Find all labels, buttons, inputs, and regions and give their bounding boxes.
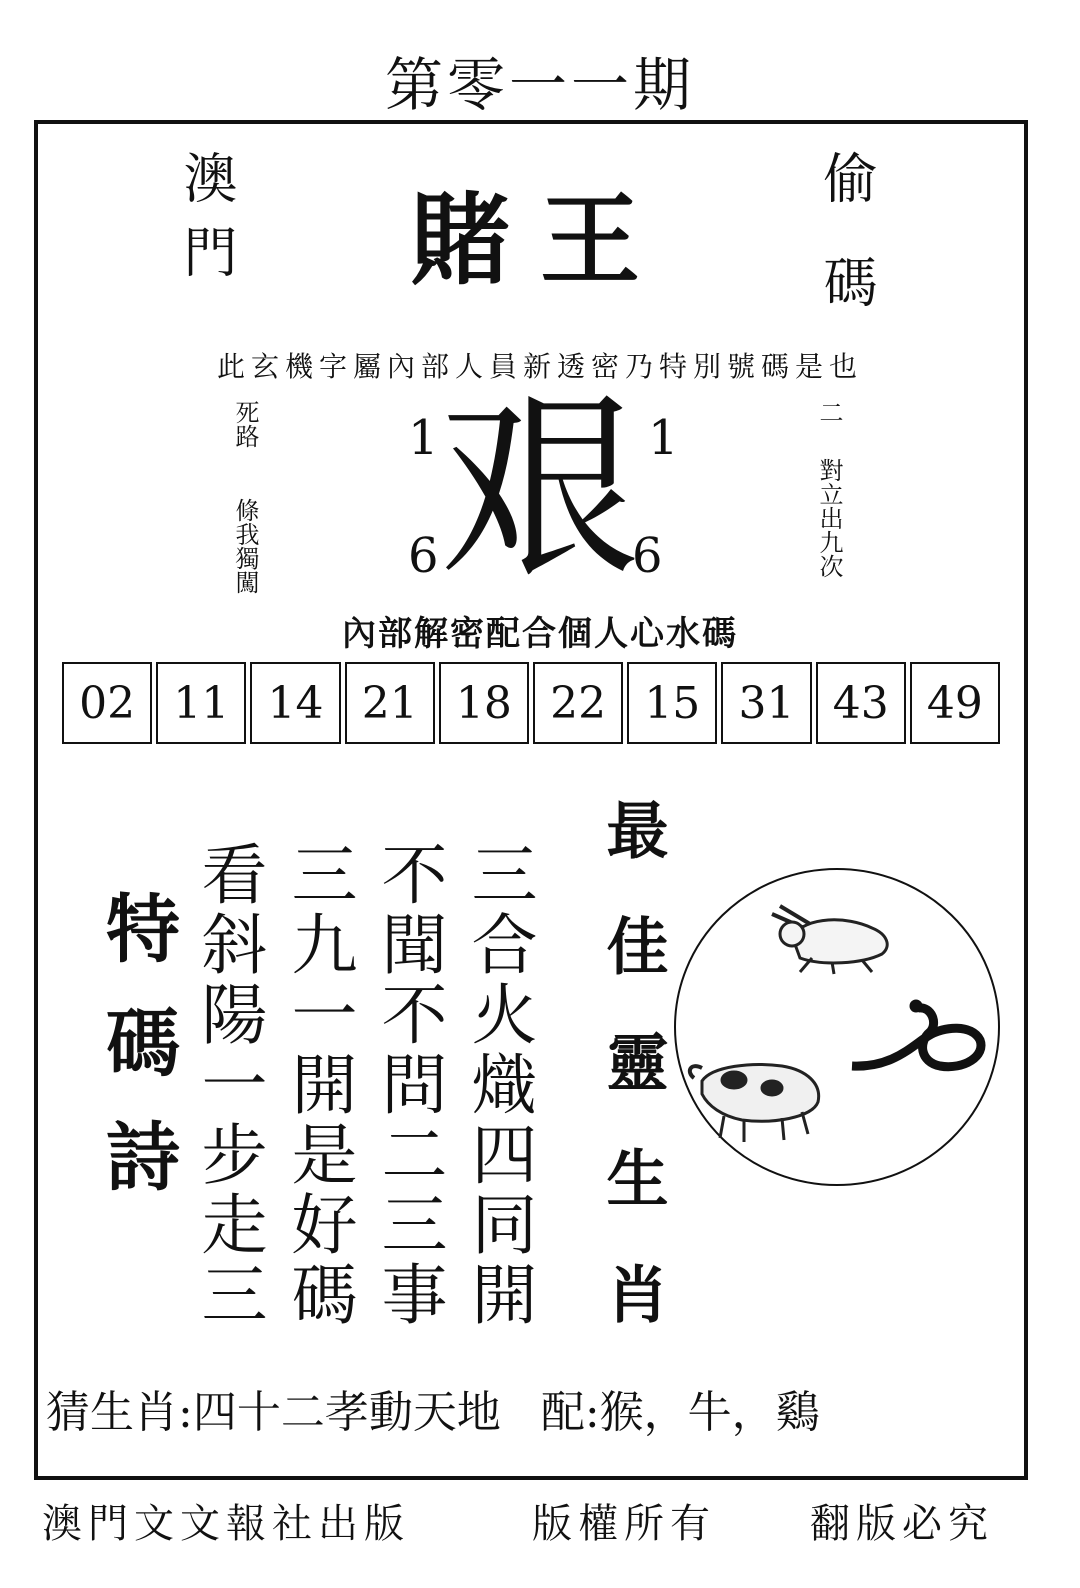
code-box: 31 — [721, 662, 811, 744]
poem-line: 三合火熾四同開 — [460, 840, 537, 1330]
corner-number-top-left: 1 — [408, 410, 439, 466]
hint-character: 艰 — [440, 373, 641, 606]
note-left-top: 死路 — [231, 400, 259, 448]
poem-title: 特碼詩 — [94, 890, 180, 1232]
poem-line: 不聞不問二三事 — [370, 840, 447, 1330]
footer-warning: 翻版必究 — [810, 1501, 994, 1547]
brand-title: 賭王 — [410, 182, 670, 299]
corner-number-bottom-left: 6 — [408, 528, 439, 584]
note-left-bottom: 條我獨闖 — [231, 498, 259, 594]
issue-title: 第零一一期 — [384, 51, 695, 119]
footer-rights: 版權所有 — [532, 1501, 716, 1547]
side-label-right: 偷碼 — [815, 150, 878, 358]
snake-icon — [852, 1000, 981, 1067]
corner-number-top-right: 1 — [648, 410, 679, 466]
corner-number-bottom-right: 6 — [632, 528, 663, 584]
code-box: 14 — [250, 662, 340, 744]
code-box: 43 — [816, 662, 906, 744]
footer — [0, 1492, 1080, 1552]
code-box: 49 — [910, 662, 1000, 744]
guess-label: 猜生肖: — [46, 1387, 193, 1438]
code-row — [62, 662, 1000, 744]
note-right-top: 二 — [815, 400, 843, 424]
footer-publisher: 澳門文文報社出版 — [42, 1501, 410, 1547]
code-box: 15 — [627, 662, 717, 744]
guess-line — [46, 1376, 1006, 1440]
code-box: 18 — [439, 662, 529, 744]
poem-line: 看斜陽一步走三 — [190, 840, 267, 1330]
code-box: 21 — [345, 662, 435, 744]
code-box: 11 — [156, 662, 246, 744]
ox-icon — [690, 1065, 819, 1142]
pair-label: 配: — [540, 1387, 600, 1438]
guess-riddle: 四十二孝動天地 — [192, 1387, 501, 1438]
intro-line: 此玄機字屬內部人員新透密乃特別號碼是也 — [216, 350, 863, 383]
zodiac-illustration — [672, 866, 1002, 1188]
code-box: 22 — [533, 662, 623, 744]
poem-line: 三九一開是好碼 — [280, 840, 357, 1330]
rabbit-icon — [772, 906, 887, 974]
note-right-bottom: 對立出九次 — [815, 458, 843, 578]
code-box: 02 — [62, 662, 152, 744]
pair-values: 猴，牛，鷄 — [599, 1387, 820, 1438]
side-label-left: 澳門 — [175, 150, 238, 298]
best-zodiac-label: 最佳靈生肖 — [596, 798, 669, 1378]
codes-heading: 內部解密配合個人心水碼 — [342, 614, 738, 654]
